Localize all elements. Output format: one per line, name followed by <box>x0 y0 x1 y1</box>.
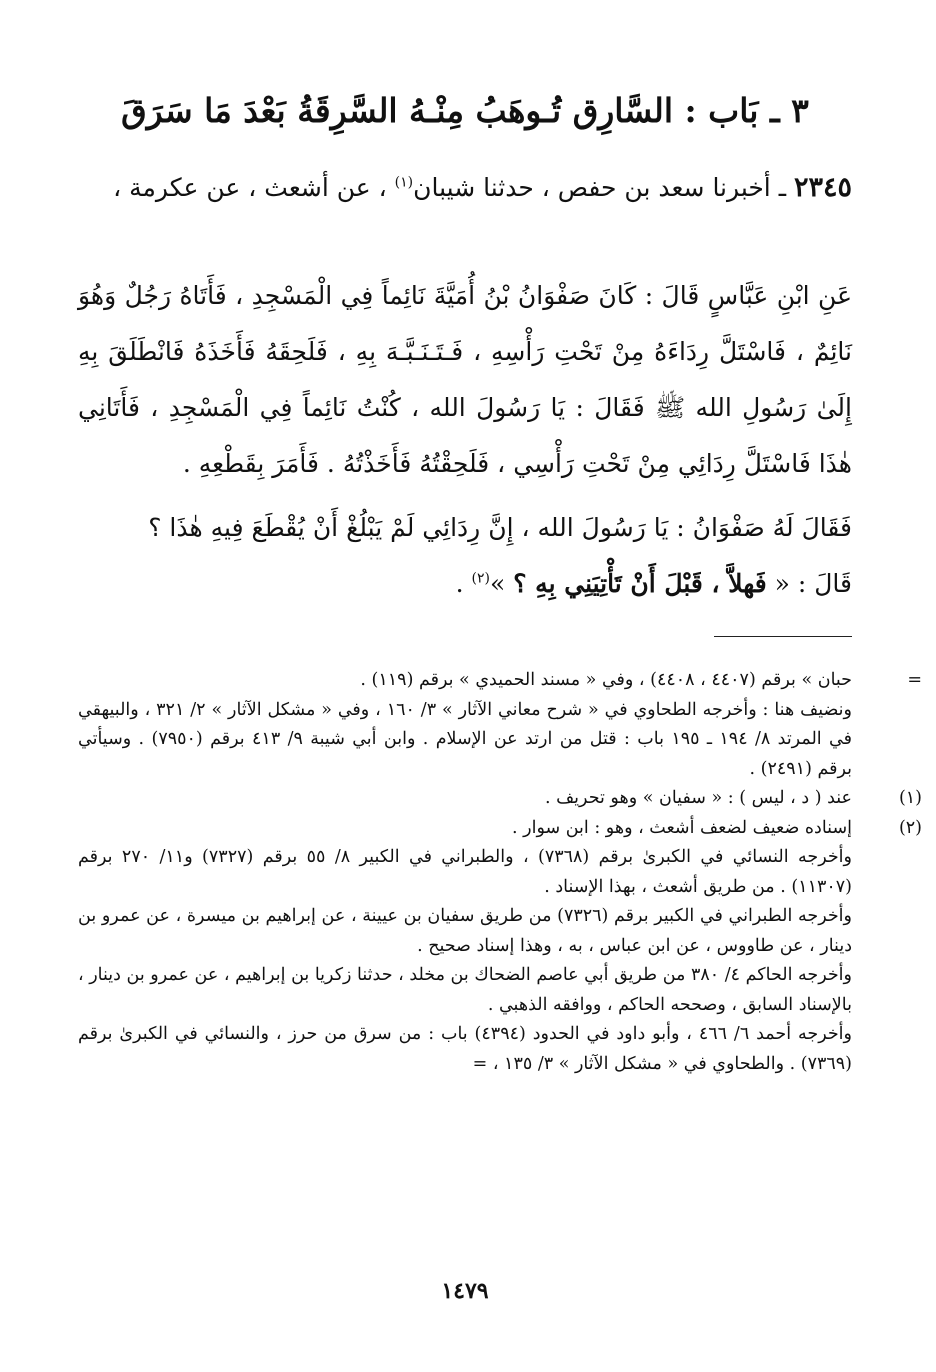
isnad-text-part2: ، عن أشعث ، عن عكرمة ، <box>113 173 395 202</box>
matn-paragraph-3 <box>78 556 852 612</box>
footnote-1 <box>78 784 922 814</box>
footnote-continuation <box>78 666 922 784</box>
hadith-isnad <box>78 158 852 218</box>
matn-p3-end: » <box>489 569 514 598</box>
footnote-2-line-4: وأخرجه الحاكم ٤/ ٣٨٠ من طريق أبي عاصم الضحاك بن مخلد ، حدثنا زكريا بن إبراهيم ، عن عمرو بن دينار ، بالإسناد السابق ، وصححه الحاكم ، ووافقه الذهبي . <box>78 965 852 1015</box>
footnote-2-line-3: وأخرجه الطبراني في الكبير برقم (٧٣٢٦) من طريق سفيان بن عيينة ، عن إبراهيم بن ميسرة ، عن عمرو بن دينار ، عن طاووس ، عن ابن عباس ، به ، وهذا إسناد صحيح . <box>78 906 852 956</box>
footnote-2-marker: (٢) <box>898 817 922 838</box>
footnote-2-line-1: إسناده ضعيف لضعف أشعث ، وهو : ابن سوار . <box>512 817 852 838</box>
matn-p3-tail: . <box>455 569 472 598</box>
footnote-continuation-line-2: ونضيف هنا : وأخرجه الطحاوي في « شرح معاني الآثار » ٣/ ١٦٠ ، وفي « مشكل الآثار » ٢/ ٣٢١ ، والبيهقي في المرتد ٨/ ١٩٤ ـ ١٩٥ باب : قتل من ارتد عن الإسلام . وابن أبي شيبة ٩/ ٤١٣ برقم (٧٩٥٠) . وسيأتي برقم (٢٤٩١) . <box>78 699 852 779</box>
footnote-1-text: عند ( د ، ليس ) : « سفيان » وهو تحريف . <box>544 788 852 808</box>
book-page <box>78 0 922 1372</box>
page-number: ١٤٧٩ <box>441 1278 489 1304</box>
matn-p3-start: قَالَ : « <box>766 569 852 598</box>
footnote-2-line-5: وأخرجه أحمد ٦/ ٤٦٦ ، وأبو داود في الحدود (٤٣٩٤) باب : من سرق من حرز ، والنسائي في الكبرىٰ برقم (٧٣٦٩) . والطحاوي في « مشكل الآثار » ٣/ ١٣٥ ، = <box>78 1024 852 1074</box>
prophet-saying: فَهلاَّ ، قَبْلَ أَنْ تَأْتِيَنِي بِهِ ؟ <box>513 569 767 598</box>
footnotes-section <box>78 666 922 1079</box>
isnad-text-part1: ـ أخبرنا سعد بن حفص ، حدثنا شيبان <box>413 173 794 202</box>
footnote-2-line-2: وأخرجه النسائي في الكبرىٰ برقم (٧٣٦٨) ، والطبراني في الكبير ٨/ ٥٥ برقم (٧٣٢٧) و١١/ ٢٧٠ برقم (١١٣٠٧) . من طريق أشعث ، بهذا الإسناد . <box>78 847 852 897</box>
footnote-2 <box>78 814 922 1080</box>
matn-paragraph-1: عَنِ ابْنِ عَبَّاسٍ قَالَ : كَانَ صَفْوَانُ بْنُ أُمَيَّةَ نَائِماً فِي الْمَسْجِدِ ، فَأَتَاهُ رَجُلٌ وَهُوَ نَائِمٌ ، فَاسْتَلَّ رِدَاءَهُ مِنْ تَحْتِ رَأْسِهِ ، فَـتَـنَـبَّـهَ بِهِ ، فَلَحِقَهُ فَأَخَذَهُ فَانْطَلَقَ بِهِ إِلَىٰ رَسُولِ الله ﷺ فَقَالَ : يَا رَسُولَ الله ، كُنْتُ نَائِماً فِي الْمَسْجِدِ ، فَأَتَانِي هٰذَا فَاسْتَلَّ رِدَائِي مِنْ تَحْتِ رَأْسِي ، فَلَحِقْتُهُ فَأَخَذْتُهُ . فَأَمَرَ بِقَطْعِهِ . <box>78 281 852 478</box>
footnote-divider <box>714 636 852 637</box>
footnote-ref-1: (١) <box>394 174 414 191</box>
hadith-matn <box>78 268 852 612</box>
footnote-1-marker: (١) <box>898 788 922 808</box>
footnote-ref-2: (٢) <box>471 570 490 587</box>
continuation-marker: = <box>907 670 922 690</box>
matn-paragraph-2: فَقَالَ لَهُ صَفْوَانُ : يَا رَسُولَ الله ، إِنَّ رِدَائِي لَمْ يَبْلُغْ أَنْ يُقْطَعَ فِيهِ هٰذَا ؟ <box>148 513 852 542</box>
footnote-continuation-line-1: حبان » برقم (٤٤٠٧ ، ٤٤٠٨) ، وفي « مسند الحميدي » برقم (١١٩) . <box>360 670 852 690</box>
hadith-number: ٢٣٤٥ <box>793 172 852 203</box>
chapter-title: ٣ ـ بَاب : السَّارِق تُـوهَبُ مِنْـهُ السَّرِقَةُ بَعْدَ مَا سَرَقَ <box>121 91 809 130</box>
